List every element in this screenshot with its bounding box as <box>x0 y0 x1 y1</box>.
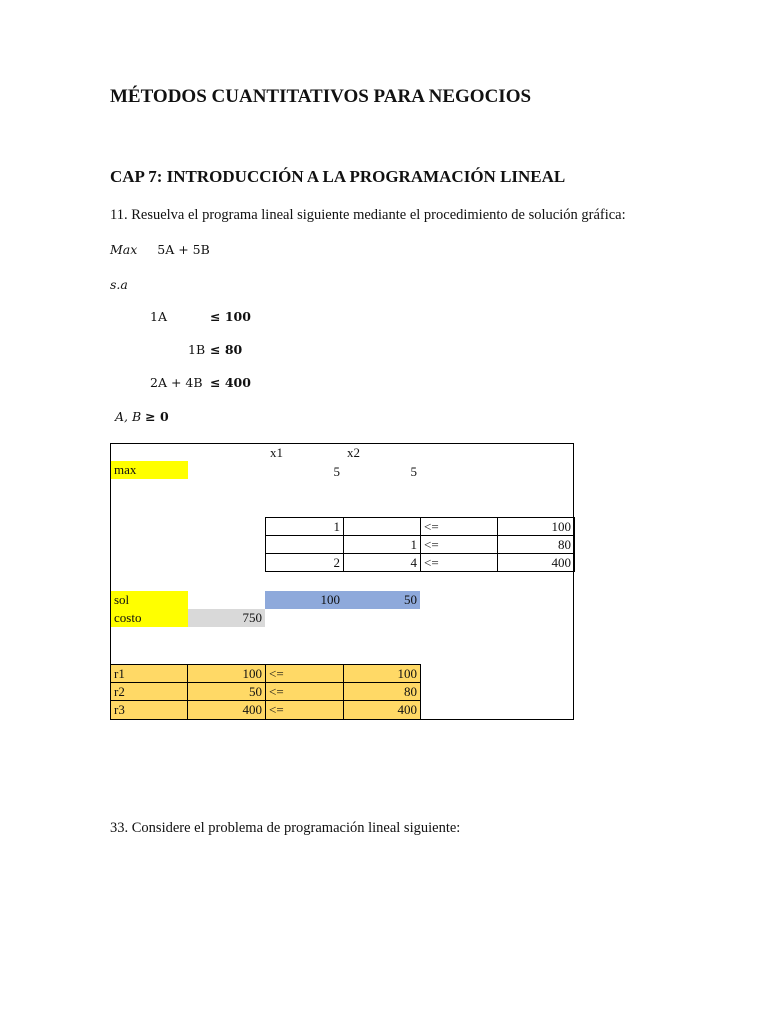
max-label: max <box>111 461 188 479</box>
constraint-2-rhs-cell: 80 <box>497 535 575 554</box>
objective-coef-x2: 5 <box>410 464 417 479</box>
result-3-lhs: 400 <box>187 700 266 720</box>
constraint-1-coef-x1: 1 <box>265 517 344 536</box>
subject-to-label: s.a <box>110 277 128 292</box>
objective-coef-x1: 5 <box>333 464 340 479</box>
constraint-2-rhs: ≤ 80 <box>210 342 243 357</box>
objective-line <box>110 242 210 257</box>
solution-x1: 100 <box>265 591 343 609</box>
constraint-3-operator: <= <box>420 553 498 572</box>
result-2-lhs: 50 <box>187 682 266 701</box>
result-2-rhs: 80 <box>343 682 421 701</box>
problem-11-text: 11. Resuelva el programa lineal siguiente mediante el procedimiento de solución gráfica: <box>110 207 626 223</box>
document-title: MÉTODOS CUANTITATIVOS PARA NEGOCIOS <box>110 86 532 107</box>
result-1-rhs: 100 <box>343 664 421 683</box>
constraint-3-coef-x1: 2 <box>265 553 344 572</box>
constraint-1-coef-x2 <box>343 517 421 536</box>
result-1-operator: <= <box>265 664 344 683</box>
constraint-2-lhs: 1B <box>188 342 206 357</box>
result-3-operator: <= <box>265 700 344 720</box>
constraint-3-rhs-cell: 400 <box>497 553 575 572</box>
constraint-1-lhs: 1A <box>150 309 167 324</box>
constraint-1-rhs-cell: 100 <box>497 517 575 536</box>
solution-x2: 50 <box>343 591 420 609</box>
sol-label: sol <box>111 591 188 609</box>
constraint-2-operator: <= <box>420 535 498 554</box>
nonnegativity-line <box>115 409 169 424</box>
constraint-3-coef-x2: 4 <box>343 553 421 572</box>
costo-value: 750 <box>188 609 265 627</box>
constraint-1-operator: <= <box>420 517 498 536</box>
result-3-name: r3 <box>110 700 188 720</box>
constraint-2-coef-x1 <box>265 535 344 554</box>
var-header-x1: x1 <box>270 445 283 460</box>
result-3-rhs: 400 <box>343 700 421 720</box>
objective-keyword: Max <box>110 242 138 257</box>
nonneg-rhs: ≥ 0 <box>145 409 169 424</box>
result-2-name: r2 <box>110 682 188 701</box>
result-1-name: r1 <box>110 664 188 683</box>
constraint-1-rhs: ≤ 100 <box>210 309 251 324</box>
constraint-3-lhs: 2A + 4B <box>150 375 203 390</box>
constraint-3-rhs: ≤ 400 <box>210 375 251 390</box>
result-2-operator: <= <box>265 682 344 701</box>
objective-expression: 5A + 5B <box>157 242 210 257</box>
nonneg-vars: A, B <box>115 409 142 424</box>
constraint-2-coef-x2: 1 <box>343 535 421 554</box>
costo-label: costo <box>111 609 188 627</box>
spreadsheet-table <box>110 443 574 720</box>
problem-33-text: 33. Considere el problema de programación lineal siguiente: <box>110 820 461 836</box>
result-1-lhs: 100 <box>187 664 266 683</box>
chapter-heading: CAP 7: INTRODUCCIÓN A LA PROGRAMACIÓN LINEAL <box>110 167 566 186</box>
var-header-x2: x2 <box>347 445 360 460</box>
